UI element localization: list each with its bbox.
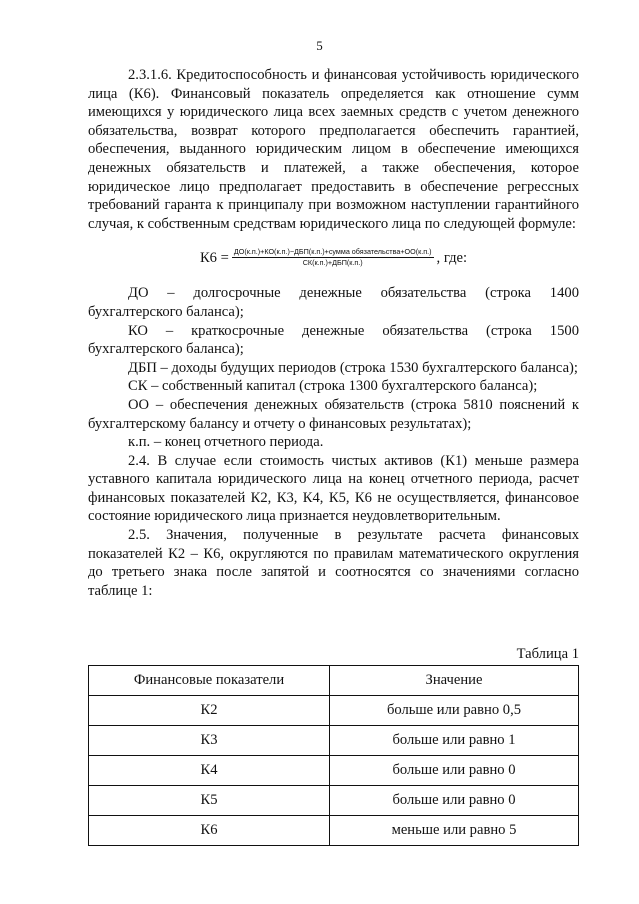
definition-ko: КО – краткосрочные денежные обязательства (строка 1500 бухгалтерского баланса); (88, 322, 579, 358)
formula-fraction (232, 247, 434, 268)
table-row (89, 786, 579, 816)
formula-lhs: К6 = (199, 249, 229, 266)
definition-sk: СК – собственный капитал (строка 1300 бухгалтерского баланса); (128, 378, 538, 395)
formula-numerator: ДО(к.п.)+КО(к.п.)−ДБП(к.п.)+сумма обязательства+ОО(к.п.) (233, 247, 432, 257)
table-row (89, 726, 579, 756)
table-cell-value: больше или равно 0 (330, 786, 579, 816)
paragraph-2-4: 2.4. В случае если стоимость чистых активов (К1) меньше размера уставного капитала юридического лица на конец отчетного периода, расчет финансовых показателей К2, К3, К4, К5, К6 не осуществляется, финансовое состояние юридического лица признается неудовлетворительным. (88, 452, 579, 525)
table-cell-value: больше или равно 1 (330, 726, 579, 756)
table-cell-value: больше или равно 0,5 (330, 696, 579, 726)
definition-do: ДО – долгосрочные денежные обязательства (строка 1400 бухгалтерского баланса); (88, 285, 579, 320)
table-row (89, 756, 579, 786)
definition-oo: ОО – обеспечения денежных обязательств (строка 5810 пояснений к бухгалтерскому балансу и отчету о финансовых результатах); (88, 396, 579, 432)
paragraph-2-5: 2.5. Значения, полученные в результате расчета финансовых показателей К2 – К6, округляются по правилам математического округления до третьего знака после запятой и соотносятся со значениями согласно таблице 1: (88, 527, 579, 599)
definition-dbp: ДБП – доходы будущих периодов (строка 1530 бухгалтерского баланса); (128, 359, 578, 376)
paragraph-2-3-1-6: 2.3.1.6. Кредитоспособность и финансовая устойчивость юридического лица (К6). Финансовый показатель определяется как отношение сумм имеющихся у юридического лица всех заемных средств с учетом денежного обязательства, возврат которого предполагается обеспечить гарантией, обеспечения, выданного юридическим лицом в обеспечение имеющихся денежных обязательств и платежей, а также обеспечения, которое юридическое лицо предполагает предоставить в обеспечение регрессных требований гаранта к принципалу при возможном наступлении гарантийного случая, к собственным средствам юридического лица по следующей формуле: (88, 67, 579, 232)
table-cell-value: меньше или равно 5 (330, 816, 579, 846)
table-header-indicators: Финансовые показатели (89, 666, 330, 696)
table-header-row (89, 666, 579, 696)
document-body (88, 66, 579, 600)
table-row (89, 696, 579, 726)
table-header-value: Значение (330, 666, 579, 696)
table-cell-indicator: К6 (89, 816, 330, 846)
k6-formula (88, 247, 579, 268)
formula-denominator: СК(к.п.)+ДБП(к.п.) (302, 258, 363, 268)
formula-suffix: , где: (436, 249, 468, 266)
table-cell-indicator: К3 (89, 726, 330, 756)
table-cell-indicator: К4 (89, 756, 330, 786)
table-caption: Таблица 1 (516, 646, 579, 662)
table-row (89, 816, 579, 846)
table-cell-indicator: К2 (89, 696, 330, 726)
financial-indicators-table (88, 665, 579, 846)
page-number: 5 (316, 38, 323, 53)
table-cell-value: больше или равно 0 (330, 756, 579, 786)
table-cell-indicator: К5 (89, 786, 330, 816)
definition-kp: к.п. – конец отчетного периода. (128, 434, 324, 451)
